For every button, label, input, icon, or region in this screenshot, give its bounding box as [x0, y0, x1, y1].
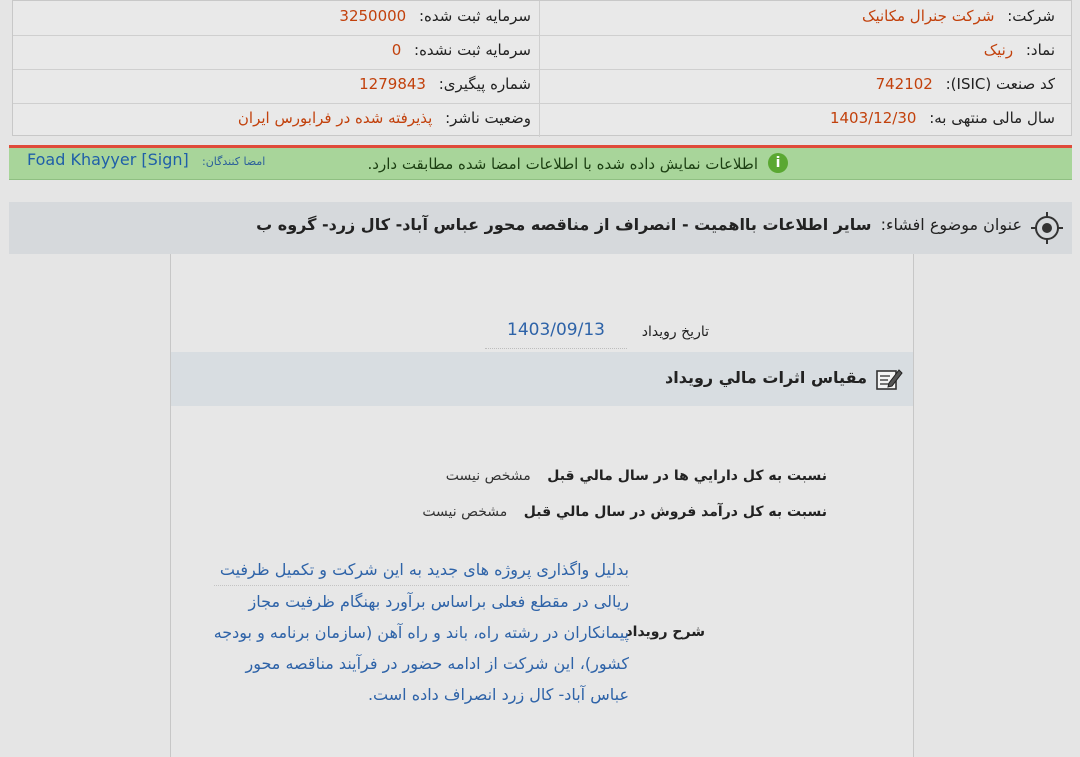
event-description-label: شرح رويداد [625, 624, 705, 640]
signature-verification-bar [9, 145, 1072, 180]
unregistered-capital-label: سرمایه ثبت نشده: [414, 41, 531, 59]
symbol-label: نماد: [1025, 41, 1055, 59]
fiscal-year-cell [830, 103, 1055, 137]
isic-value: 742102 [875, 75, 933, 93]
financial-effects-title: مقياس اثرات مالي رويداد [665, 368, 867, 387]
fiscal-year-value: 1403/12/30 [829, 109, 917, 127]
disclosure-subject [256, 215, 1022, 234]
company-info-table [12, 0, 1072, 136]
edit-document-icon [875, 366, 903, 392]
company-value: شرکت جنرال مکانیک [862, 7, 995, 25]
description-line: کشور)، این شرکت از ادامه حضور در فرآیند مناقصه محور [245, 654, 629, 673]
description-line: ریالی در مقطع فعلی براساس برآورد بهنگام ظرفیت مجاز [248, 592, 629, 611]
isic-label: کد صنعت (ISIC): [945, 75, 1055, 93]
registered-capital-label: سرمایه ثبت شده: [419, 7, 531, 25]
event-date-label: تاريخ رويداد [641, 324, 709, 340]
signature-message [367, 152, 781, 176]
publisher-status-cell [238, 103, 531, 137]
signature-message-text: اطلاعات نمایش داده شده با اطلاعات امضا شده مطابقت دارد. [367, 155, 758, 173]
tracking-label: شماره پیگیری: [438, 75, 531, 93]
signers-label: امضا کنندگان: [202, 155, 266, 168]
company-cell [862, 1, 1055, 35]
publisher-status-value: پذیرفته شده در فرابورس ایران [237, 109, 433, 127]
event-date-value: 1403/09/13 [485, 316, 627, 349]
ratio-revenue-row [422, 504, 827, 520]
financial-effects-header [171, 352, 913, 406]
symbol-value[interactable]: رنیک [983, 41, 1014, 59]
publisher-status-label: وضعیت ناشر: [445, 109, 531, 127]
info-icon: i [768, 153, 788, 173]
signer-name-link[interactable]: Foad Khayyer [Sign] [27, 150, 189, 169]
subject-label: عنوان موضوع افشاء: [880, 215, 1022, 234]
unregistered-capital-value: 0 [391, 41, 402, 59]
registered-capital-value: 3250000 [339, 7, 407, 25]
ratio-revenue-value: مشخص نيست [422, 504, 508, 520]
description-line: بدليل واگذاری پروژه های جدید به این شرکت و تکمیل ظرفیت [214, 554, 629, 586]
info-row-company [13, 1, 1071, 36]
info-row-isic [13, 69, 1071, 104]
ratio-assets-row [446, 468, 827, 484]
tracking-cell [359, 69, 531, 103]
subject-value: ساير اطلاعات بااهميت - انصراف از مناقصه محور عباس آباد- کال زرد- گروه ب [256, 215, 872, 234]
unregistered-capital-cell [392, 35, 531, 69]
description-line: عباس آباد- کال زرد انصراف داده است. [367, 685, 629, 704]
tracking-value: 1279843 [359, 75, 426, 93]
event-description [214, 554, 629, 710]
event-panel [170, 254, 914, 757]
symbol-cell [984, 35, 1055, 69]
ratio-assets-value: مشخص نيست [445, 468, 531, 484]
isic-cell [876, 69, 1055, 103]
ratio-assets-label: نسبت به کل دارايي ها در سال مالي قبل [547, 468, 827, 484]
target-icon [1030, 211, 1064, 245]
company-label: شرکت: [1007, 7, 1055, 25]
info-row-symbol [13, 35, 1071, 70]
info-row-fiscal [13, 103, 1071, 137]
fiscal-year-label: سال مالی منتهی به: [929, 109, 1055, 127]
description-line: پیمانکاران در رشته راه، باند و راه آهن (سازمان برنامه و بودجه [213, 623, 629, 642]
registered-capital-cell [339, 1, 531, 35]
disclosure-title-bar [9, 202, 1072, 254]
ratio-revenue-label: نسبت به کل درآمد فروش در سال مالي قبل [523, 504, 827, 520]
